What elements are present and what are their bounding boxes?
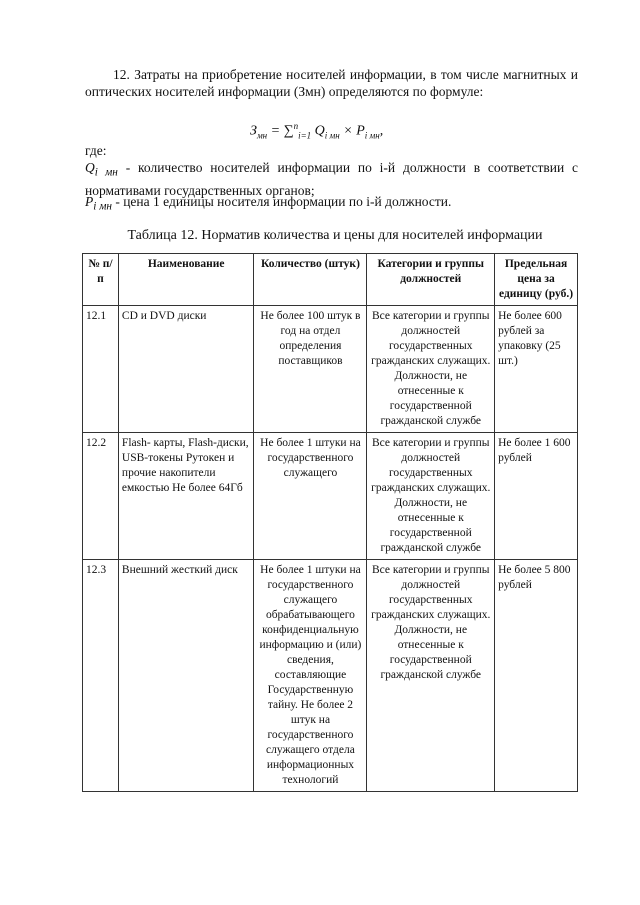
cell-price: Не более 600 рублей за упаковку (25 шт.) <box>495 306 578 433</box>
def-p-sub: i мн <box>93 200 112 213</box>
table-title: Таблица 12. Норматив количества и цены для носителей информации <box>127 228 543 243</box>
cell-price: Не более 5 800 рублей <box>495 560 578 792</box>
cell-name: Flash- карты, Flash-диски, USB-токены Рутокен и прочие накопители емкостью Не более 64Гб <box>118 433 254 560</box>
def-p-text: - цена 1 единицы носителя информации по i-й должности. <box>111 194 452 209</box>
cell-num: 12.1 <box>83 306 119 433</box>
definition-p <box>85 193 585 216</box>
header-qty: Количество (штук) <box>254 254 367 306</box>
table-row <box>83 306 578 433</box>
table-row <box>83 433 578 560</box>
cost-formula <box>250 121 383 140</box>
table-row <box>83 560 578 792</box>
formula-q: Q <box>314 123 325 139</box>
formula-p: P <box>356 123 365 139</box>
where-label: где: <box>85 143 107 158</box>
def-q-sub: i мн <box>94 166 118 179</box>
formula-eq: = <box>267 123 284 139</box>
norm-table <box>82 253 578 792</box>
cell-price: Не более 1 600 рублей <box>495 433 578 560</box>
formula-sum-sup: n <box>293 121 299 131</box>
header-num: № п/п <box>83 254 119 306</box>
cell-num: 12.2 <box>83 433 119 560</box>
cell-category: Все категории и группы должностей государственных гражданских служащих. Должности, не отнесенные к государственной гражданской службе <box>367 306 495 433</box>
cell-qty: Не более 100 штук в год на отдел определения поставщиков <box>254 306 367 433</box>
cell-num: 12.3 <box>83 560 119 792</box>
def-p-var: P <box>85 194 94 209</box>
formula-p-sub: i мн <box>364 130 380 141</box>
cell-category: Все категории и группы должностей государственных гражданских служащих. Должности, не отнесенные к государственной гражданской службе <box>367 560 495 792</box>
formula-lhs-sub: мн <box>256 130 268 141</box>
formula-end: , <box>379 123 384 139</box>
formula-q-sub: i мн <box>324 130 340 141</box>
intro-paragraph: 12. Затраты на приобретение носителей информации, в том числе магнитных и оптических носителей информации (Змн) определяются по формуле: <box>85 67 578 99</box>
header-price: Предельная цена за единицу (руб.) <box>495 254 578 306</box>
def-q-text: - количество носителей информации по i-й должности в соответствии с нормативами государственных органов; <box>85 160 578 198</box>
cell-qty: Не более 1 штуки на государственного служащего <box>254 433 367 560</box>
formula-sum: ∑ <box>283 123 294 139</box>
formula-sum-sub: i=1 <box>298 130 312 141</box>
header-name: Наименование <box>118 254 254 306</box>
cell-name: CD и DVD диски <box>118 306 254 433</box>
header-category: Категории и группы должностей <box>367 254 495 306</box>
formula-times: × <box>339 123 357 139</box>
cell-name: Внешний жесткий диск <box>118 560 254 792</box>
table-header-row <box>83 254 578 306</box>
cell-category: Все категории и группы должностей государственных гражданских служащих. Должности, не отнесенные к государственной гражданской службе <box>367 433 495 560</box>
cell-qty: Не более 1 штуки на государственного служащего обрабатывающего конфиденциальную информацию и (или) сведения, составляющие Государственную тайну. Не более 2 штук на государственного служащего отдела информационных технологий <box>254 560 367 792</box>
def-q-var: Q <box>85 160 95 175</box>
formula-lhs: З <box>250 123 257 139</box>
